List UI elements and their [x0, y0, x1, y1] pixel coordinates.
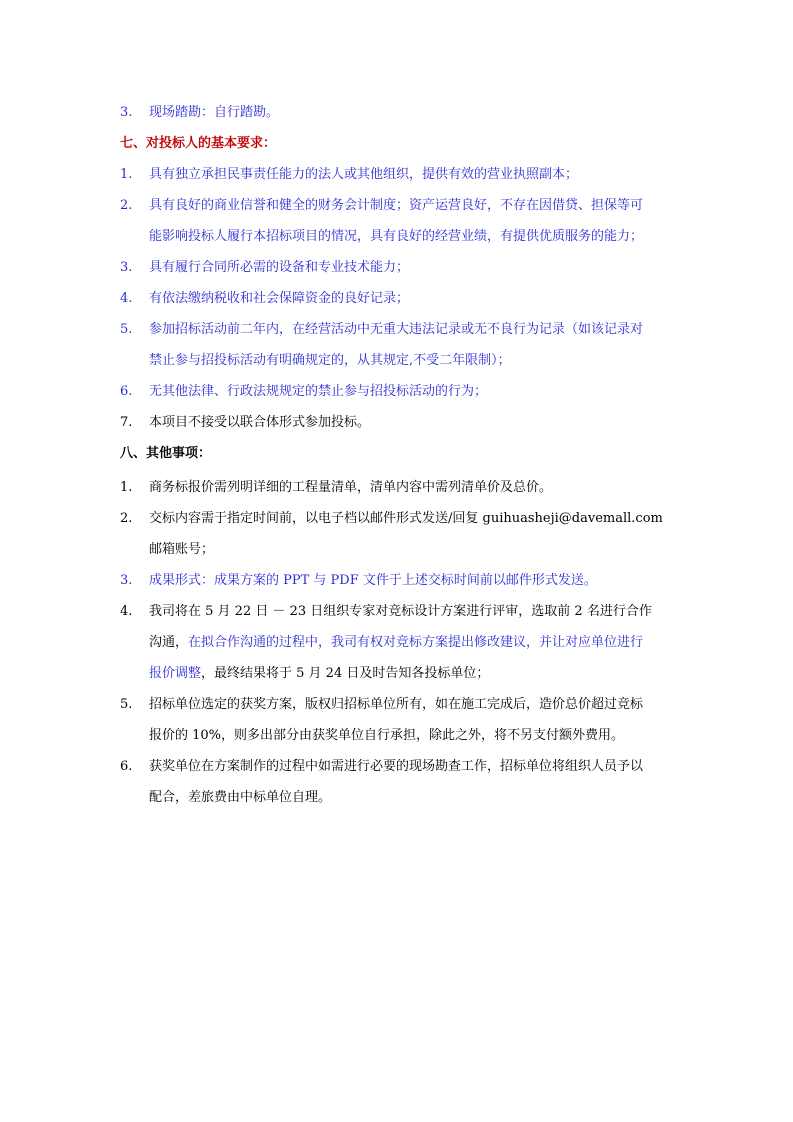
item-text: 交标内容需于指定时间前，以电子档以邮件形式发送/回复 guihuasheji@davemall.com — [149, 511, 663, 526]
item-number: 6. — [120, 759, 133, 774]
item-text: 本项目不接受以联合体形式参加投标。 — [149, 415, 371, 430]
item-text: 商务标报价需列明详细的工程量清单，清单内容中需列清单价及总价。 — [149, 480, 553, 495]
item-text-highlight: 在拟合作沟通的过程中，我司有权对竞标方案提出修改建议，并让对应单位进行 — [188, 635, 644, 650]
item-text: 现场踏勘：自行踏勘。 — [149, 105, 280, 120]
item-number: 5. — [120, 697, 133, 712]
item-text-plain: 沟通， — [149, 635, 189, 650]
item-number: 3. — [120, 573, 133, 588]
item-text-continuation: 禁止参与招投标活动有明确规定的，从其规定,不受二年限制）； — [149, 353, 511, 368]
item-text-continuation: 邮箱账号； — [149, 542, 215, 557]
item-text: 具有独立承担民事责任能力的法人或其他组织，提供有效的营业执照副本； — [149, 167, 579, 182]
section7-heading: 七、对投标人的基本要求： — [120, 136, 277, 151]
item-text-continuation: 报价的 10%，则多出部分由获奖单位自行承担，除此之外，将不另支付额外费用。 — [149, 728, 625, 743]
item-text-continuation — [149, 633, 643, 653]
item-number: 4. — [120, 291, 133, 306]
item-text-continuation: 能影响投标人履行本招标项目的情况，具有良好的经营业绩，有提供优质服务的能力； — [149, 229, 644, 244]
item-text: 参加招标活动前二年内，在经营活动中无重大违法记录或无不良行为记录（如该记录对 — [149, 322, 644, 337]
item-text-plain: ，最终结果将于 5 月 24 日及时告知各投标单位； — [201, 666, 490, 681]
item-text: 招标单位选定的获奖方案，版权归招标单位所有，如在施工完成后，造价总价超过竞标 — [149, 697, 644, 712]
item-number: 4. — [120, 604, 133, 619]
item-text: 我司将在 5 月 22 日 － 23 日组织专家对竞标设计方案进行评审，选取前 2 名进行合作 — [149, 604, 652, 619]
item-number: 2. — [120, 198, 133, 213]
item-number: 7. — [120, 415, 133, 430]
item-number: 6. — [120, 384, 133, 399]
item-number: 3. — [120, 105, 133, 120]
item-text-highlight: 报价调整 — [149, 666, 202, 681]
item-text: 获奖单位在方案制作的过程中如需进行必要的现场勘查工作，招标单位将组织人员予以 — [149, 759, 644, 774]
item-text: 具有良好的商业信誉和健全的财务会计制度；资产运营良好，不存在因借贷、担保等可 — [149, 198, 644, 213]
item-number: 1. — [120, 167, 133, 182]
item-text: 具有履行合同所必需的设备和专业技术能力； — [149, 260, 410, 275]
item-text-continuation — [149, 664, 489, 684]
item-text-continuation: 配合，差旅费由中标单位自理。 — [149, 790, 332, 805]
item-text: 成果形式：成果方案的 PPT 与 PDF 文件于上述交标时间前以邮件形式发送。 — [149, 573, 597, 588]
item-text: 有依法缴纳税收和社会保障资金的良好记录； — [149, 291, 410, 306]
item-number: 2. — [120, 511, 133, 526]
item-number: 1. — [120, 480, 133, 495]
item-number: 5. — [120, 322, 133, 337]
section8-heading: 八、其他事项： — [120, 446, 212, 461]
item-number: 3. — [120, 260, 133, 275]
item-text: 无其他法律、行政法规规定的禁止参与招投标活动的行为； — [149, 384, 488, 399]
